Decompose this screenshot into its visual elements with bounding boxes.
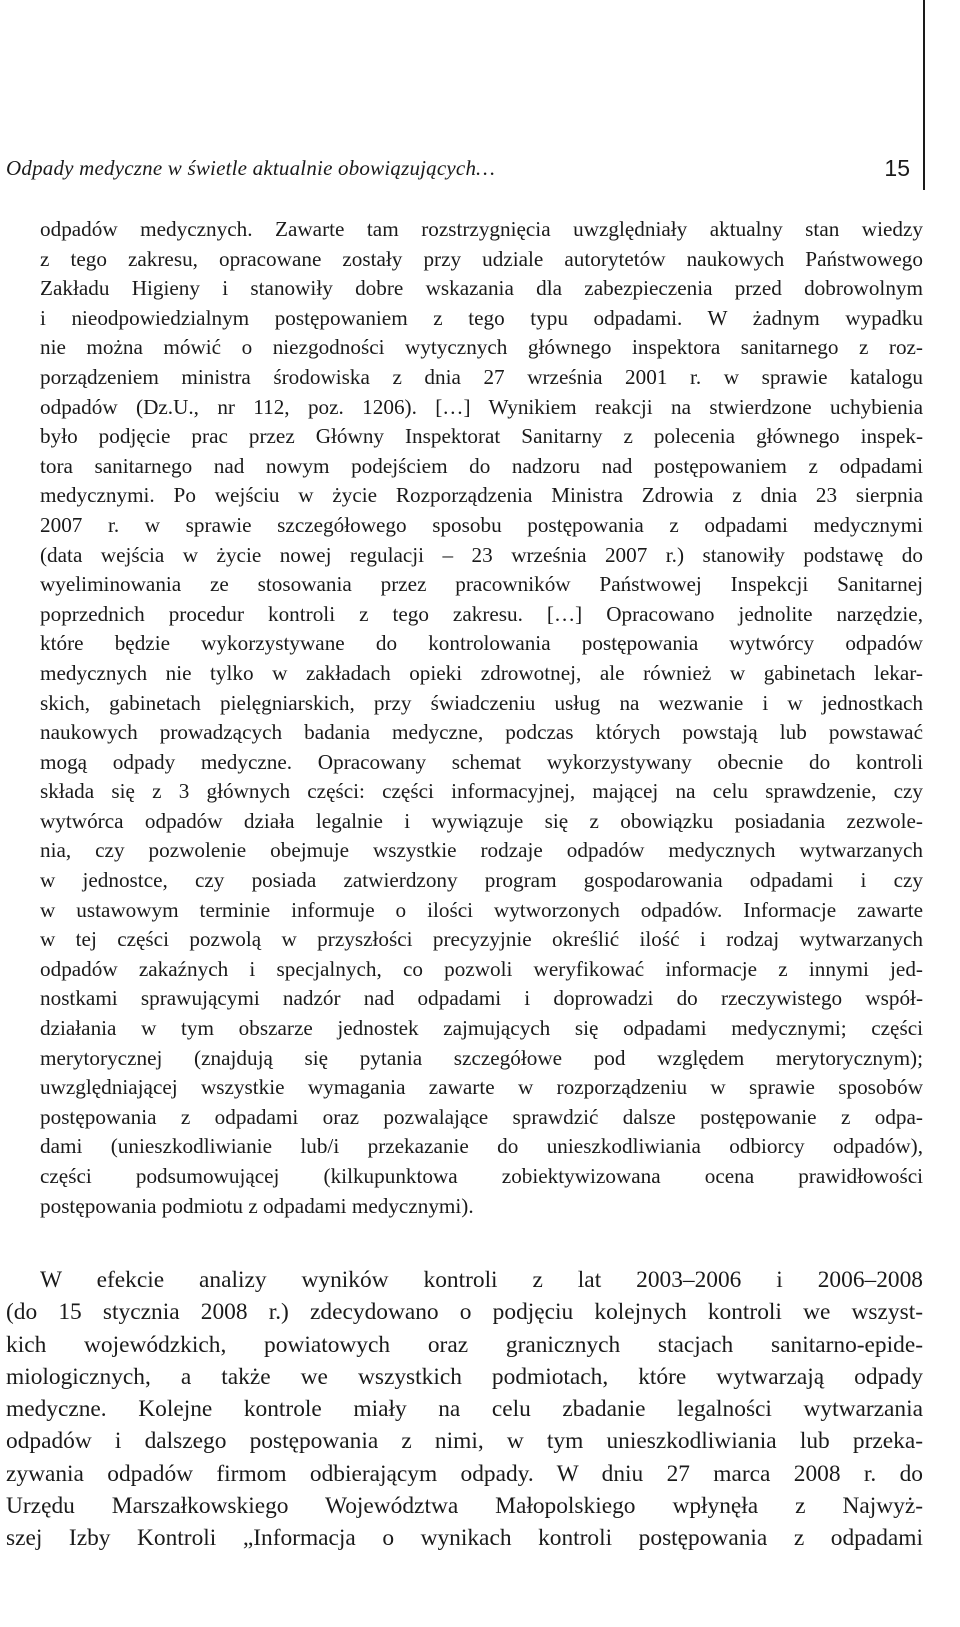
quote-line: nostkami sprawującymi nadzór nad odpadami i doprowadzi do rzeczywistego współ-	[40, 986, 923, 1011]
quote-line: w tej części pozwolą w przyszłości precyzyjnie określić ilość i rodzaj wytwarzanych	[40, 927, 923, 952]
quote-line: medycznych nie tylko w zakładach opieki zdrowotnej, ale również w gabinetach lekar-	[40, 660, 923, 685]
quote-line: postępowania podmiotu z odpadami medycznymi).	[40, 1193, 474, 1218]
quote-line: odpadów zakaźnych i specjalnych, co pozwoli weryfikować informacje z innymi jed-	[40, 956, 923, 981]
quote-line: składa się z 3 głównych części: części informacyjnej, mającej na celu sprawdzenie, czy	[40, 779, 923, 804]
quote-line: porządzeniem ministra środowiska z dnia 27 września 2001 r. w sprawie katalogu	[40, 364, 923, 389]
body-line: odpadów i dalszego postępowania z nimi, w tym unieszkodliwiania lub przeka-	[6, 1428, 923, 1455]
quote-line: działania w tym obszarze jednostek zajmujących się odpadami medycznymi; części	[40, 1016, 923, 1041]
quote-line: było podjęcie prac przez Główny Inspektorat Sanitarny z polecenia głównego inspek-	[40, 424, 923, 449]
quote-line: dami (unieszkodliwianie lub/i przekazanie do unieszkodliwiania odbiorcy odpadów),	[40, 1134, 923, 1159]
quote-line: i nieodpowiedzialnym postępowaniem z tego typu odpadami. W żadnym wypadku	[40, 305, 923, 330]
quote-line: Zakładu Higieny i stanowiły dobre wskazania dla zabezpieczenia przed dobrowolnym	[40, 276, 923, 301]
quote-line: wyeliminowania ze stosowania przez pracowników Państwowej Inspekcji Sanitarnej	[40, 572, 923, 597]
quote-line: poprzednich procedur kontroli z tego zakresu. […] Opracowano jednolite narzędzie,	[40, 601, 923, 626]
body-paragraph	[6, 1264, 923, 1555]
quote-line: odpadów (Dz.U., nr 112, poz. 1206). […] Wynikiem reakcji na stwierdzone uchybienia	[40, 394, 923, 419]
body-line: W efekcie analizy wyników kontroli z lat 2003–2006 i 2006–2008	[40, 1267, 923, 1293]
body-line: Urzędu Marszałkowskiego Województwa Małopolskiego wpłynęła z Najwyż-	[6, 1493, 923, 1520]
quote-line: merytorycznej (znajdują się pytania szczegółowe pod względem merytorycznym);	[40, 1045, 923, 1070]
quote-line: naukowych prowadzących badania medyczne, podczas których powstają lub powstawać	[40, 720, 923, 745]
body-line: kich wojewódzkich, powiatowych oraz granicznych stacjach sanitarno-epide-	[6, 1331, 923, 1358]
quote-line: w ustawowym terminie informuje o ilości wytworzonych odpadów. Informacje zawarte	[40, 897, 923, 922]
block-quote	[40, 215, 923, 1221]
quote-line: części podsumowującej (kilkupunktowa zobiektywizowana ocena prawidłowości	[40, 1164, 923, 1188]
quote-line: 2007 r. w sprawie szczegółowego sposobu postępowania z odpadami medycznymi	[40, 512, 923, 537]
quote-line: postępowania z odpadami oraz pozwalające sprawdzić dalsze postępowanie z odpa-	[40, 1104, 923, 1129]
quote-line: (data wejścia w życie nowej regulacji – 23 września 2007 r.) stanowiły podstawę do	[40, 542, 923, 567]
quote-line: medycznymi. Po wejściu w życie Rozporządzenia Ministra Zdrowia z dnia 23 sierpnia	[40, 483, 923, 508]
running-header-title: Odpady medyczne w świetle aktualnie obowiązujących…	[6, 156, 496, 180]
quote-line: w jednostce, czy posiada zatwierdzony program gospodarowania odpadami i czy	[40, 868, 923, 893]
body-line: szej Izby Kontroli „Informacja o wynikach kontroli postępowania z odpadami	[6, 1525, 923, 1552]
body-line: medyczne. Kolejne kontrole miały na celu zbadanie legalności wytwarzania	[6, 1396, 923, 1423]
quote-line: tora sanitarnego nad nowym podejściem do nadzoru nad postępowaniem z odpadami	[40, 453, 923, 478]
body-line: zywania odpadów firmom odbierającym odpady. W dniu 27 marca 2008 r. do	[6, 1460, 923, 1487]
quote-line: które będzie wykorzystywane do kontrolowania postępowania wytwórcy odpadów	[40, 631, 923, 656]
quote-line: nia, czy pozwolenie obejmuje wszystkie rodzaje odpadów medycznych wytwarzanych	[40, 838, 923, 863]
quote-line: mogą odpady medyczne. Opracowany schemat wykorzystywany obecnie do kontroli	[40, 749, 923, 774]
quote-line: nie można mówić o niezgodności wytycznych głównego inspektora sanitarnego z roz-	[40, 335, 923, 360]
running-header	[6, 152, 910, 188]
page-edge-rule	[923, 0, 925, 190]
body-line: (do 15 stycznia 2008 r.) zdecydowano o podjęciu kolejnych kontroli we wszyst-	[6, 1299, 923, 1326]
quote-line: skich, gabinetach pielęgniarskich, przy świadczeniu usług na wezwanie i w jednostkach	[40, 690, 923, 715]
quote-line: uwzględniającej wszystkie wymagania zawarte w rozporządzeniu w sprawie sposobów	[40, 1075, 923, 1100]
body-line: miologicznych, a także we wszystkich podmiotach, które wytwarzają odpady	[6, 1363, 923, 1390]
quote-line: wytwórca odpadów działa legalnie i wywiązuje się z obowiązku posiadania zezwole-	[40, 808, 923, 833]
quote-line: odpadów medycznych. Zawarte tam rozstrzygnięcia uwzględniały aktualny stan wiedzy	[40, 217, 923, 241]
quote-line: z tego zakresu, opracowane zostały przy udziale autorytetów naukowych Państwowego	[40, 246, 923, 271]
page-number: 15	[884, 155, 910, 181]
